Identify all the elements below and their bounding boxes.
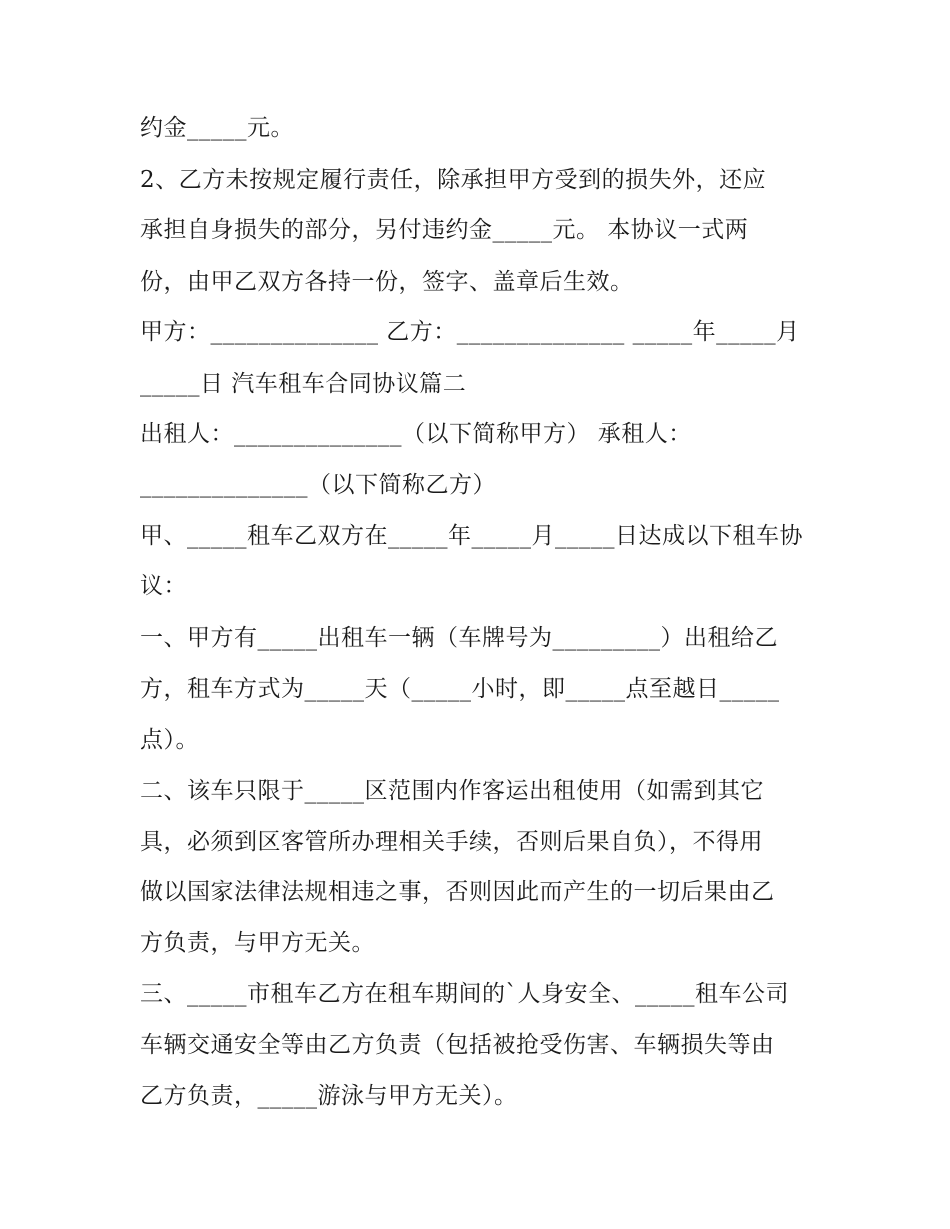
text-line: 份，由甲乙双方各持一份，签字、盖章后生效。 [140, 269, 634, 295]
text-line: 具，必须到区客管所办理相关手续，否则后果自负），不得用 [140, 829, 763, 855]
text-line: 二、该车只限于_____区范围内作客运出租使用（如需到其它 [140, 778, 764, 804]
text-line: 三、_____市租车乙方在租车期间的`人身安全、_____租车公司 [140, 981, 789, 1007]
text-line: 做以国家法律法规相违之事，否则因此而产生的一切后果由乙 [140, 879, 775, 905]
text-line: _____日 汽车租车合同协议篇二 [140, 371, 467, 397]
text-line: 一、甲方有_____出租车一辆（车牌号为_________）出租给乙 [140, 625, 778, 651]
text-line: 甲方：______________ 乙方：______________ _____年_____月 [140, 319, 800, 345]
text-line: 议： [140, 573, 187, 599]
text-line: 方负责，与甲方无关。 [140, 930, 375, 956]
text-line: 承担自身损失的部分，另付违约金_____元。 本协议一式两 [140, 217, 749, 243]
text-line: 甲、_____租车乙双方在_____年_____月_____日达成以下租车协 [140, 523, 803, 549]
text-line: 车辆交通安全等由乙方负责（包括被抢受伤害、车辆损失等由 [140, 1032, 775, 1058]
text-line: 点）。 [140, 727, 199, 753]
text-line: 乙方负责，_____游泳与甲方无关）。 [140, 1083, 518, 1109]
text-line: 约金_____元。 [140, 115, 294, 141]
text-line: 方，租车方式为_____天（_____小时，即_____点至越日_____ [140, 676, 780, 702]
text-line: 出租人：______________（以下简称甲方） 承租人： [140, 421, 692, 447]
text-line: ______________（以下简称乙方） [140, 472, 496, 498]
text-line: 2、乙方未按规定履行责任，除承担甲方受到的损失外，还应 [140, 167, 767, 193]
